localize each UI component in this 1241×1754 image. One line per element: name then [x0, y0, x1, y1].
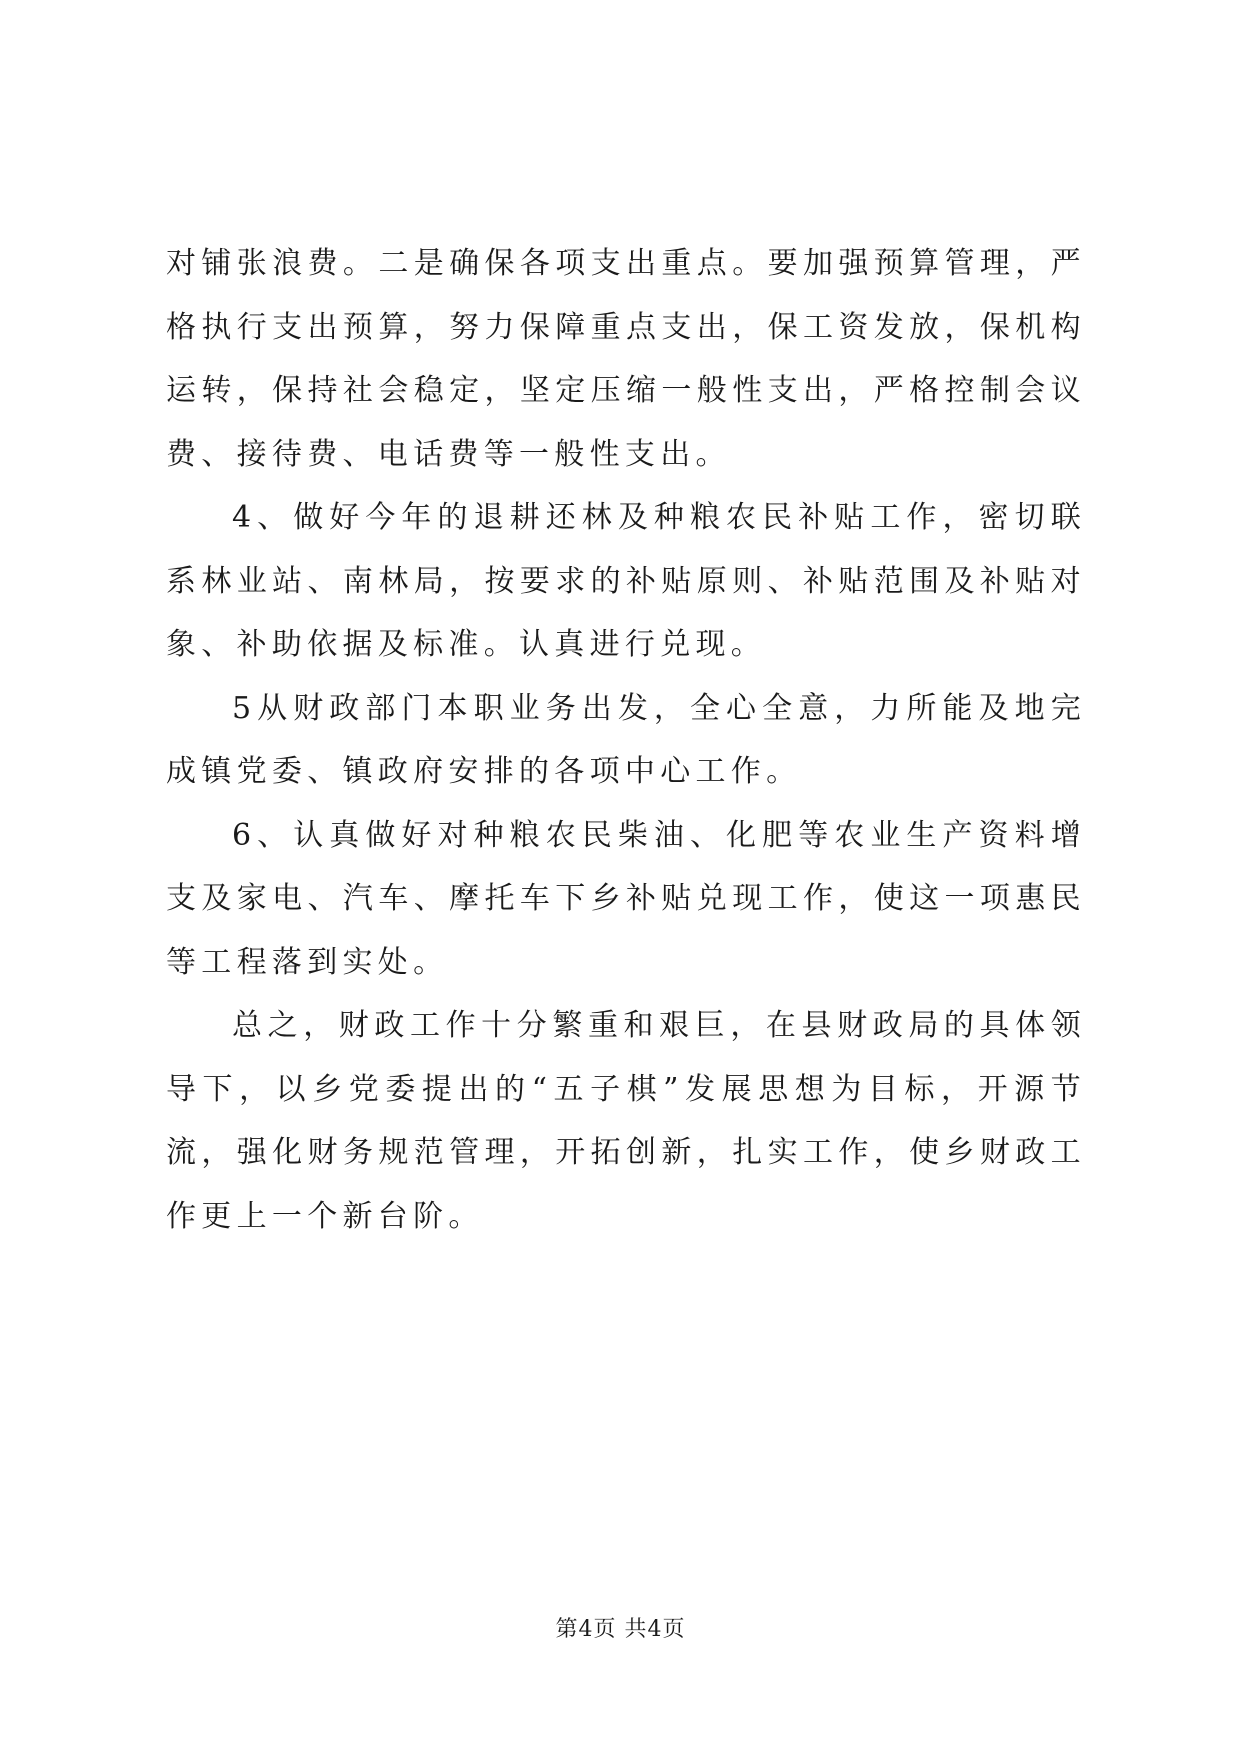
- paragraph-item-5: 5从财政部门本职业务出发，全心全意，力所能及地完成镇党委、镇政府安排的各项中心工作。: [166, 690, 1086, 789]
- paragraph-conclusion: 总之，财政工作十分繁重和艰巨，在县财政局的具体领导下，以乡党委提出的“五子棋”发展思想为目标，开源节流，强化财务规范管理，开拓创新，扎实工作，使乡财政工作更上一个新台阶。: [166, 1008, 1086, 1234]
- paragraph-item-6: 6、认真做好对种粮农民柴油、化肥等农业生产资料增支及家电、汽车、摩托车下乡补贴兑现工作，使这一项惠民等工程落到实处。: [166, 817, 1086, 980]
- document-body: [166, 232, 1086, 1248]
- paragraph-continuation: 对铺张浪费。二是确保各项支出重点。要加强预算管理，严格执行支出预算，努力保障重点支出，保工资发放，保机构运转，保持社会稳定，坚定压缩一般性支出，严格控制会议费、接待费、电话费等一般性支出。: [166, 246, 1086, 472]
- paragraph-item-4: 4、做好今年的退耕还林及种粮农民补贴工作，密切联系林业站、南林局，按要求的补贴原则、补贴范围及补贴对象、补助依据及标准。认真进行兑现。: [166, 500, 1086, 662]
- page-footer: 第4页 共4页: [555, 1617, 686, 1642]
